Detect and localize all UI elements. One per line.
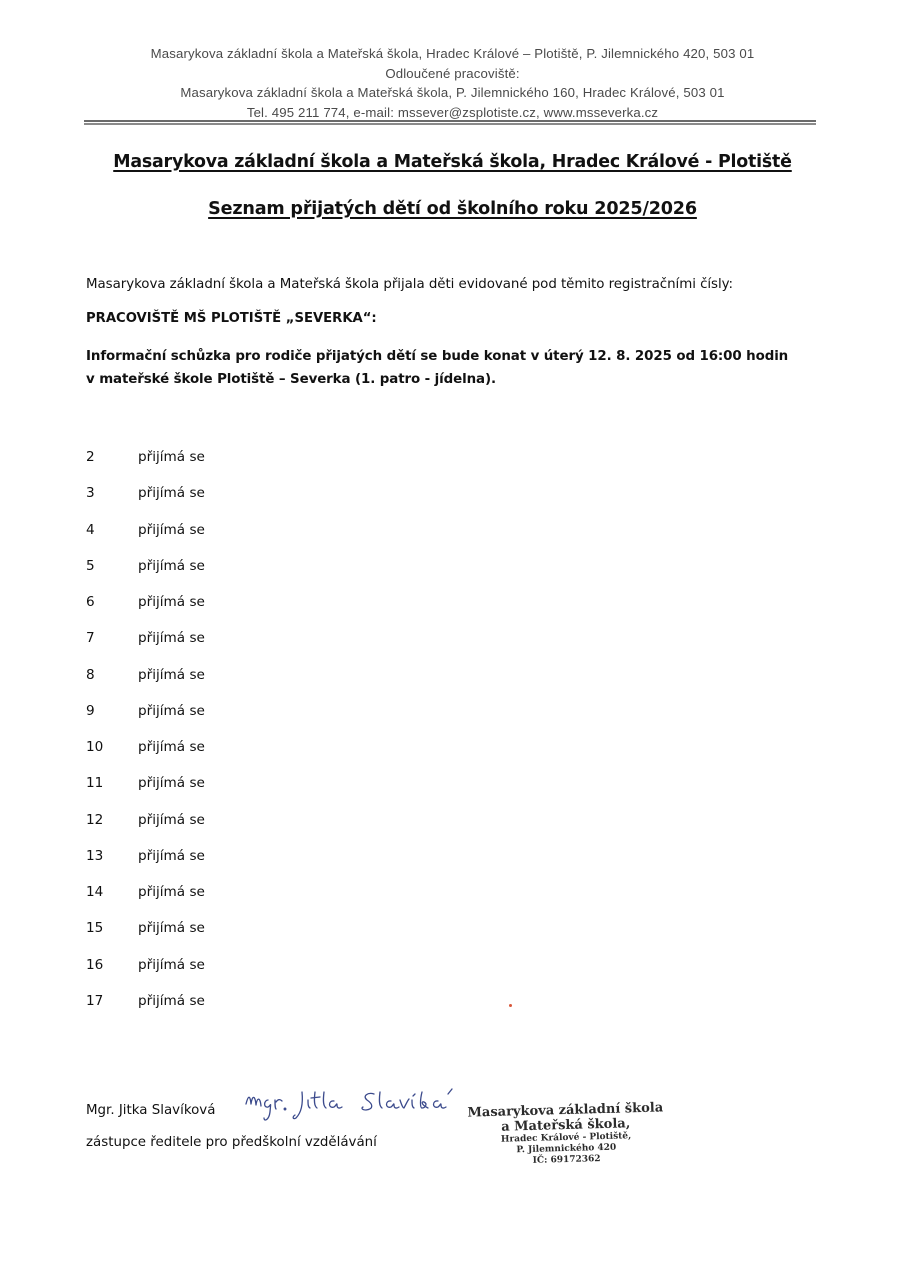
document-subtitle: Seznam přijatých dětí od školního roku 2025/2026 bbox=[208, 199, 697, 219]
admission-status: přijímá se bbox=[138, 811, 205, 828]
admission-row bbox=[86, 693, 205, 729]
scan-speck bbox=[509, 1004, 512, 1007]
admission-row bbox=[86, 729, 205, 765]
admission-row bbox=[86, 947, 205, 983]
admission-status: přijímá se bbox=[138, 847, 205, 864]
admission-row bbox=[86, 874, 205, 910]
handwritten-signature bbox=[242, 1078, 477, 1128]
admission-row bbox=[86, 657, 205, 693]
admission-status: přijímá se bbox=[138, 449, 205, 466]
admission-status: přijímá se bbox=[138, 992, 205, 1009]
admission-status: přijímá se bbox=[138, 485, 205, 502]
admission-row bbox=[86, 512, 205, 548]
registration-number: 14 bbox=[86, 884, 104, 901]
meeting-notice bbox=[86, 345, 788, 391]
letterhead-contacts: Tel. 495 211 774, e-mail: mssever@zsplotiste.cz, www.msseverka.cz bbox=[246, 104, 659, 120]
letterhead-school-address: Masarykova základní škola a Mateřská škola, Hradec Králové – Plotiště, P. Jilemnického 420, 503 01 bbox=[150, 46, 755, 61]
registration-number: 8 bbox=[86, 666, 95, 683]
admission-row bbox=[86, 910, 205, 946]
admission-row bbox=[86, 838, 205, 874]
signatory-name: Mgr. Jitka Slavíková bbox=[86, 1103, 216, 1118]
registration-number: 7 bbox=[86, 630, 95, 647]
registration-number: 6 bbox=[86, 594, 95, 611]
admission-status: přijímá se bbox=[138, 630, 205, 647]
registration-number: 16 bbox=[86, 956, 104, 973]
admission-status: přijímá se bbox=[138, 594, 205, 611]
admission-status: přijímá se bbox=[138, 920, 205, 937]
registration-number: 15 bbox=[86, 920, 104, 937]
stamp-line-1: Masarykova základní škola bbox=[467, 1100, 664, 1121]
registration-number: 17 bbox=[86, 992, 104, 1009]
registration-number: 10 bbox=[86, 739, 104, 756]
admission-row bbox=[86, 802, 205, 838]
admission-row bbox=[86, 548, 205, 584]
admission-row bbox=[86, 983, 205, 1019]
admission-status: přijímá se bbox=[138, 702, 205, 719]
registration-number: 9 bbox=[86, 702, 95, 719]
letterhead-divider bbox=[84, 120, 816, 125]
signatory-role: zástupce ředitele pro předškolní vzdělávání bbox=[86, 1135, 377, 1150]
admission-row bbox=[86, 765, 205, 801]
registration-number: 2 bbox=[86, 449, 95, 466]
admission-status: přijímá se bbox=[138, 521, 205, 538]
workplace-heading: PRACOVIŠTĚ MŠ PLOTIŠTĚ „SEVERKA“: bbox=[86, 311, 377, 326]
stamp-line-2: a Mateřská škola, bbox=[501, 1116, 631, 1135]
stamp-line-4: P. Jilemnického 420 bbox=[516, 1142, 617, 1156]
registration-number: 12 bbox=[86, 811, 104, 828]
document-title: Masarykova základní škola a Mateřská škola, Hradec Králové - Plotiště bbox=[113, 152, 792, 172]
school-stamp bbox=[465, 1100, 667, 1168]
registration-number: 13 bbox=[86, 847, 104, 864]
meeting-notice-line-2: v mateřské škole Plotiště – Severka (1. patro - jídelna). bbox=[86, 372, 496, 387]
intro-paragraph: Masarykova základní škola a Mateřská škola přijala děti evidované pod těmito registračními čísly: bbox=[86, 277, 734, 292]
admission-row bbox=[86, 620, 205, 656]
admission-list bbox=[86, 439, 205, 1019]
admission-status: přijímá se bbox=[138, 666, 205, 683]
admission-row bbox=[86, 475, 205, 511]
stamp-line-5: IČ: 69172362 bbox=[532, 1154, 601, 1166]
registration-number: 3 bbox=[86, 485, 95, 502]
letterhead bbox=[0, 44, 905, 122]
stamp-line-3: Hradec Králové - Plotiště, bbox=[500, 1131, 632, 1145]
admission-status: přijímá se bbox=[138, 884, 205, 901]
admission-status: přijímá se bbox=[138, 775, 205, 792]
letterhead-branch-label: Odloučené pracoviště: bbox=[385, 65, 520, 81]
admission-row bbox=[86, 584, 205, 620]
letterhead-branch-address: Masarykova základní škola a Mateřská škola, P. Jilemnického 160, Hradec Králové, 503 01 bbox=[180, 85, 725, 100]
registration-number: 5 bbox=[86, 557, 95, 574]
admission-row bbox=[86, 439, 205, 475]
admission-status: přijímá se bbox=[138, 557, 205, 574]
registration-number: 11 bbox=[86, 775, 104, 792]
admission-status: přijímá se bbox=[138, 956, 205, 973]
admission-status: přijímá se bbox=[138, 739, 205, 756]
registration-number: 4 bbox=[86, 521, 95, 538]
meeting-notice-line-1: Informační schůzka pro rodiče přijatých dětí se bude konat v úterý 12. 8. 2025 od 16:00 hodin bbox=[86, 349, 789, 364]
